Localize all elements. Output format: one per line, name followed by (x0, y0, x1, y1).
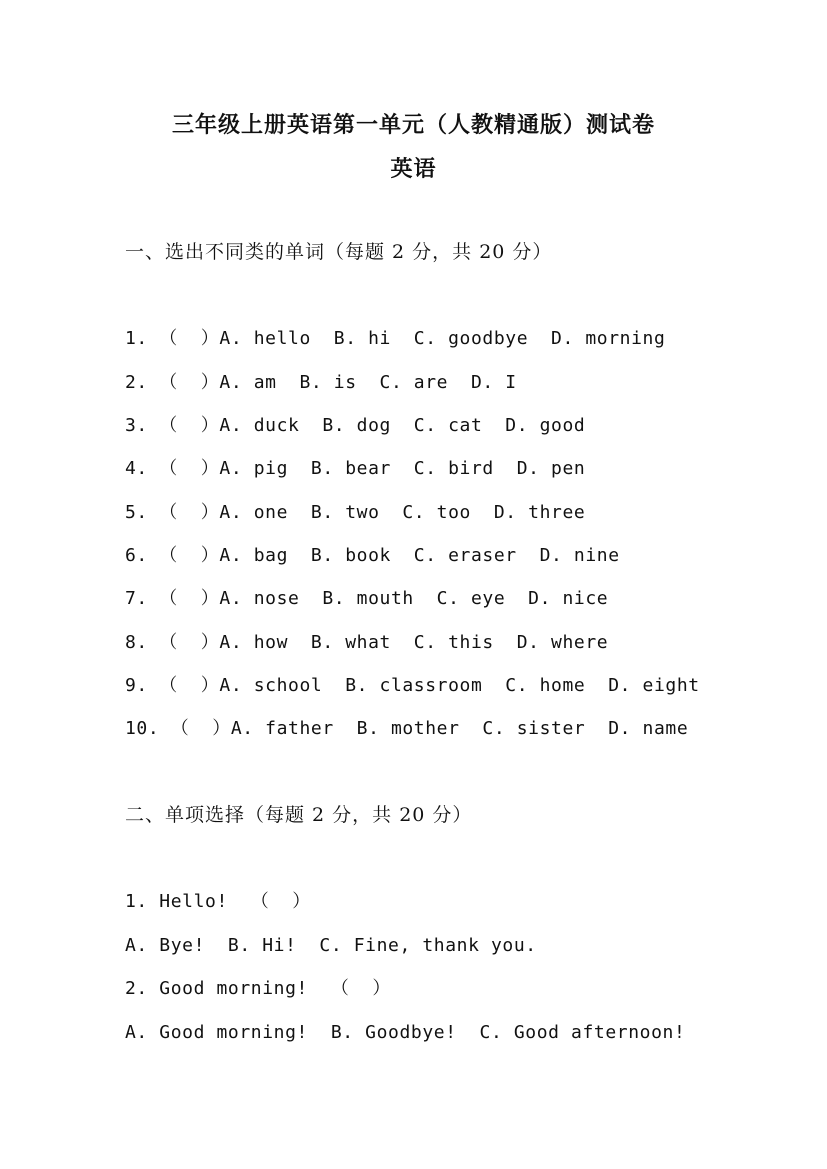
question-item: 4. （ ）A. pig B. bear C. bird D. pen (125, 458, 586, 479)
question-item: 9. （ ）A. school B. classroom C. home D. eight (125, 675, 700, 696)
section-2-heading: 二、单项选择（每题 2 分，共 20 分） (125, 804, 473, 826)
question-item: 1. Hello! （ ） (125, 891, 311, 912)
question-item: 6. （ ）A. bag B. book C. eraser D. nine (125, 545, 620, 566)
question-item: 3. （ ）A. duck B. dog C. cat D. good (125, 415, 586, 436)
question-item: 2. Good morning! （ ） (125, 978, 391, 999)
question-item: 7. （ ）A. nose B. mouth C. eye D. nice (125, 588, 609, 609)
document-subtitle: 英语 (390, 156, 437, 182)
question-item: 10. （ ）A. father B. mother C. sister D. name (125, 718, 689, 739)
answer-options: A. Good morning! B. Goodbye! C. Good afternoon! (125, 1022, 686, 1043)
answer-options: A. Bye! B. Hi! C. Fine, thank you. (125, 935, 537, 956)
question-item: 2. （ ）A. am B. is C. are D. I (125, 372, 517, 393)
document-title: 三年级上册英语第一单元（人教精通版）测试卷 (171, 112, 655, 138)
section-1-heading: 一、选出不同类的单词（每题 2 分，共 20 分） (125, 241, 553, 263)
question-item: 1. （ ）A. hello B. hi C. goodbye D. morning (125, 328, 666, 349)
question-item: 8. （ ）A. how B. what C. this D. where (125, 632, 609, 653)
question-item: 5. （ ）A. one B. two C. too D. three (125, 502, 586, 523)
